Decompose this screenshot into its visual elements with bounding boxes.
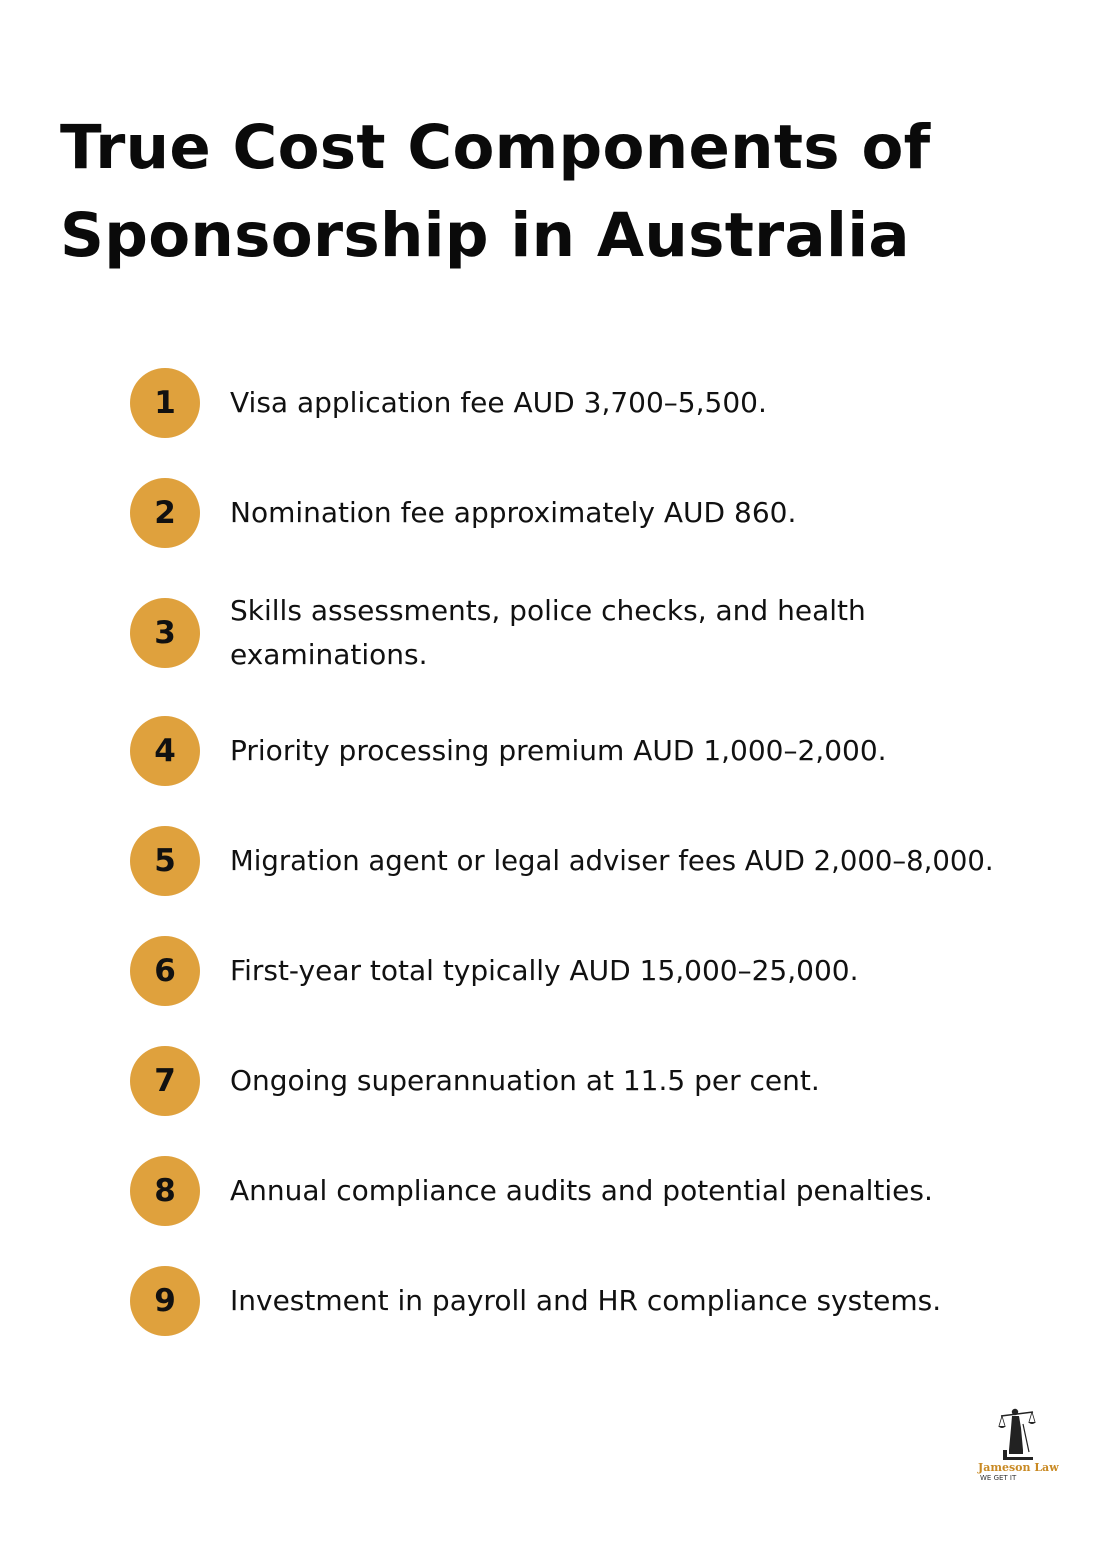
list-item [130,1266,1090,1336]
lady-justice-icon [995,1406,1039,1462]
list-item-text: Annual compliance audits and potential penalties. [230,1174,933,1207]
list-item-text: First-year total typically AUD 15,000–25,000. [230,954,859,987]
number-badge: 1 [130,368,200,438]
number-badge: 4 [130,716,200,786]
list-item [130,478,1090,548]
list-item-text: Nomination fee approximately AUD 860. [230,496,797,529]
list-item-text: Visa application fee AUD 3,700–5,500. [230,386,767,419]
list-item [130,368,1090,438]
list-item-text: Priority processing premium AUD 1,000–2,000. [230,734,887,767]
list-item-text: Ongoing superannuation at 11.5 per cent. [230,1064,820,1097]
number-badge: 8 [130,1156,200,1226]
number-badge: 9 [130,1266,200,1336]
number-badge: 6 [130,936,200,1006]
list-item [130,1046,1090,1116]
list-item-text: Investment in payroll and HR compliance systems. [230,1284,942,1317]
page-title: True Cost Components of Sponsorship in Australia [60,112,931,271]
list-item-text: Migration agent or legal adviser fees AUD 2,000–8,000. [230,845,994,877]
list-item [130,1156,1090,1226]
logo-tagline: WE GET IT [980,1474,1017,1482]
number-badge: 7 [130,1046,200,1116]
list-item [130,716,1090,786]
number-badge: 3 [130,598,200,668]
number-badge: 2 [130,478,200,548]
list-item [130,594,1090,671]
logo-name: Jameson Law [978,1461,1059,1474]
list-item [130,936,1090,1006]
list-item [130,826,1090,896]
jameson-law-logo [978,1406,1059,1484]
number-badge: 5 [130,826,200,896]
list-item-text: Skills assessments, police checks, and health examinations. [230,594,866,671]
